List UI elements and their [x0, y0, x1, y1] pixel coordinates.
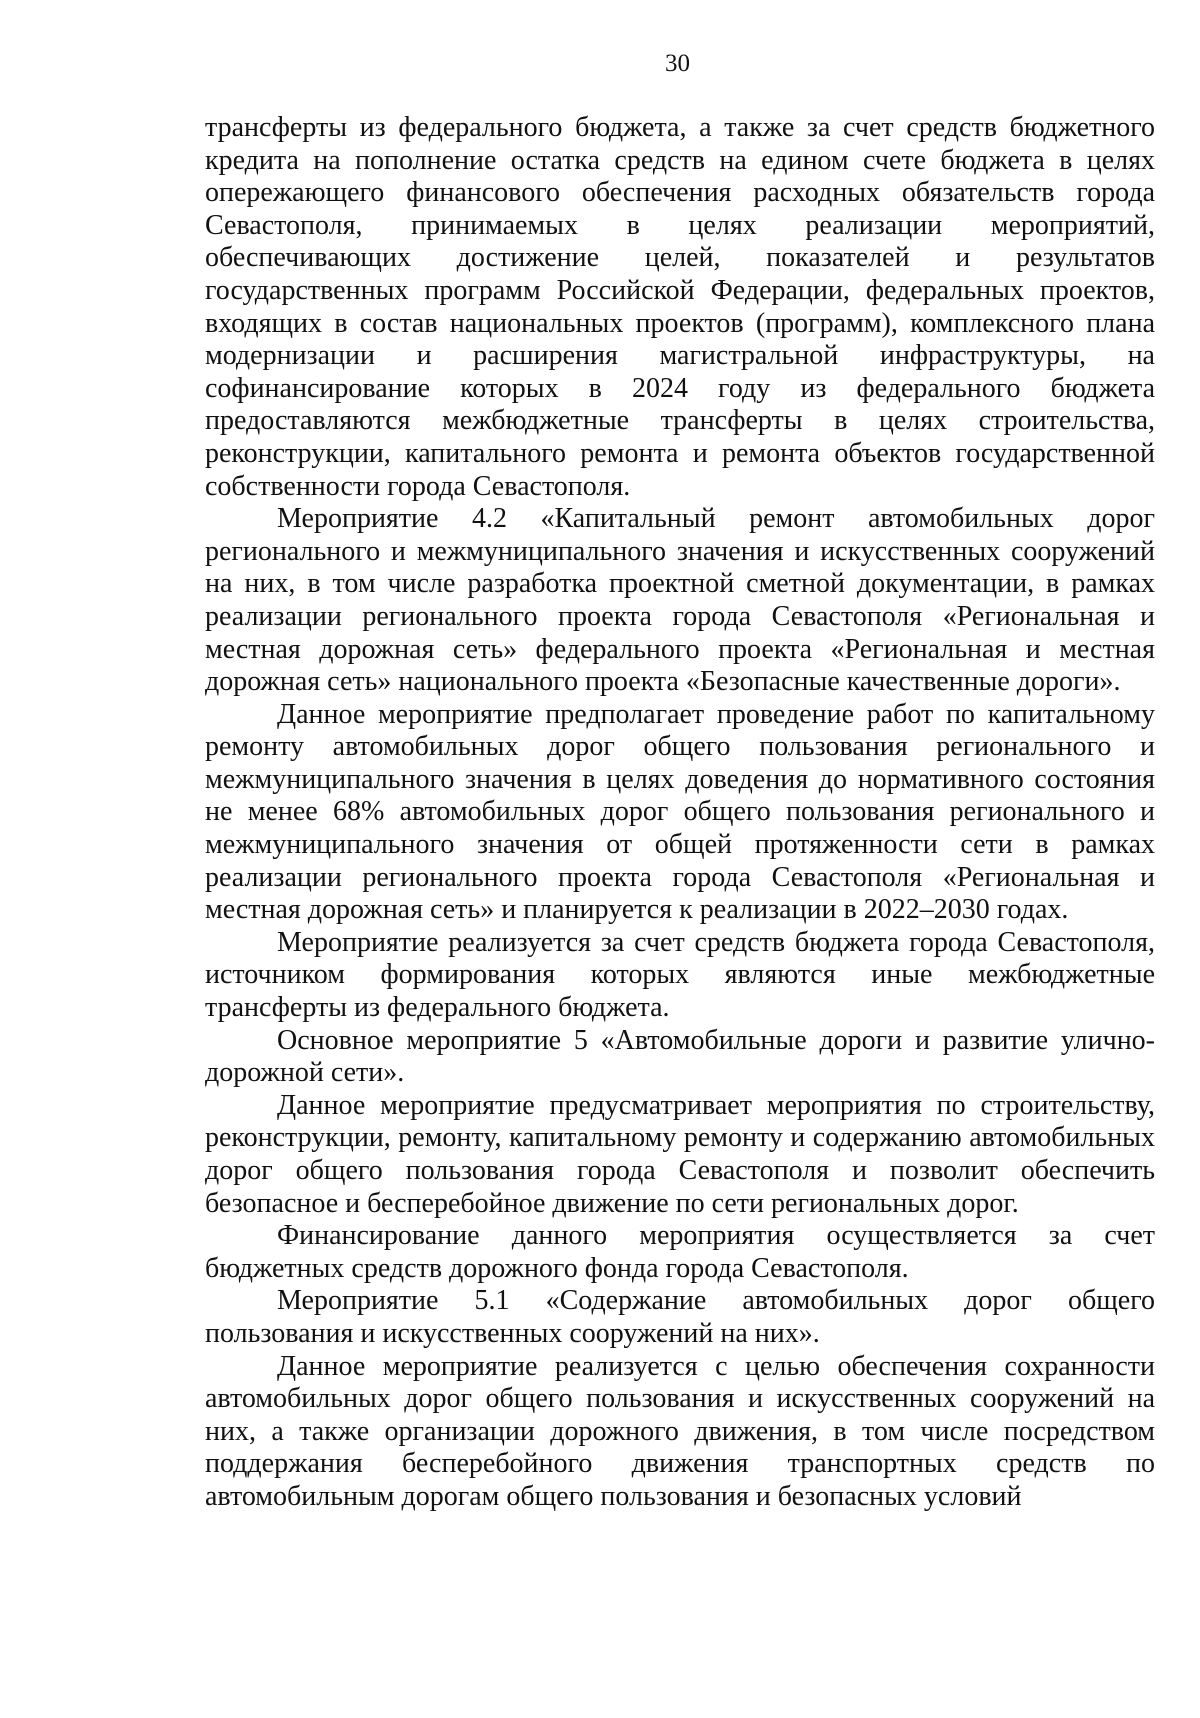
paragraph-main-measure-5: Основное мероприятие 5 «Автомобильные дороги и развитие улично-дорожной сети». — [205, 1024, 1155, 1089]
paragraph-measure-5-1-description: Данное мероприятие реализуется с целью обеспечения сохранности автомобильных дорог общего пользования и искусственных сооружений на них, а также организации дорожного движения, в том числе посредством поддержания бесперебойного движения транспортных средств по автомобильным дорогам общего пользования и безопасных условий — [205, 1350, 1155, 1512]
paragraph-measure-5-description: Данное мероприятие предусматривает мероприятия по строительству, реконструкции, ремонту, капитальному ремонту и содержанию автомобильных дорог общего пользования города Севастополя и позволит обеспечить безопасное и бесперебойное движение по сети региональных дорог. — [205, 1089, 1155, 1219]
paragraph-measure-4-2: Мероприятие 4.2 «Капитальный ремонт автомобильных дорог регионального и межмуниципального значения и искусственных сооружений на них, в том числе разработка проектной сметной документации, в рамках реализации регионального проекта города Севастополя «Региональная и местная дорожная сеть» федерального проекта «Региональная и местная дорожная сеть» национального проекта «Безопасные качественные дороги». — [205, 503, 1155, 698]
paragraph-measure-5-1: Мероприятие 5.1 «Содержание автомобильных дорог общего пользования и искусственных сооружений на них». — [205, 1285, 1155, 1349]
document-body — [205, 112, 1155, 1514]
paragraph-capital-repair-description: Данное мероприятие предполагает проведение работ по капитальному ремонту автомобильных дорог общего пользования регионального и межмуниципального значения в целях доведения до нормативного состояния не менее 68% автомобильных дорог общего пользования регионального и межмуниципального значения от общей протяженности сети в рамках реализации регионального проекта города Севастополя «Региональная и местная дорожная сеть» и планируется к реализации в 2022–2030 годах. — [205, 698, 1155, 926]
paragraph-continued-transfers: трансферты из федерального бюджета, а также за счет средств бюджетного кредита на пополнение остатка средств на едином счете бюджета в целях опережающего финансового обеспечения расходных обязательств города Севастополя, принимаемых в целях реализации мероприятий, обеспечивающих достижение целей, показателей и результатов государственных программ Российской Федерации, федеральных проектов, входящих в состав национальных проектов (программ), комплексного плана модернизации и расширения магистральной инфраструктуры, на софинансирование которых в 2024 году из федерального бюджета предоставляются межбюджетные трансферты в целях строительства, реконструкции, капитального ремонта и ремонта объектов государственной собственности города Севастополя. — [205, 112, 1155, 502]
page-number: 30 — [665, 50, 690, 77]
paragraph-funding-source: Мероприятие реализуется за счет средств бюджета города Севастополя, источником формирования которых являются иные межбюджетные трансферты из федерального бюджета. — [205, 926, 1155, 1024]
paragraph-financing: Финансирование данного мероприятия осуществляется за счет бюджетных средств дорожного фонда города Севастополя. — [205, 1220, 1155, 1284]
